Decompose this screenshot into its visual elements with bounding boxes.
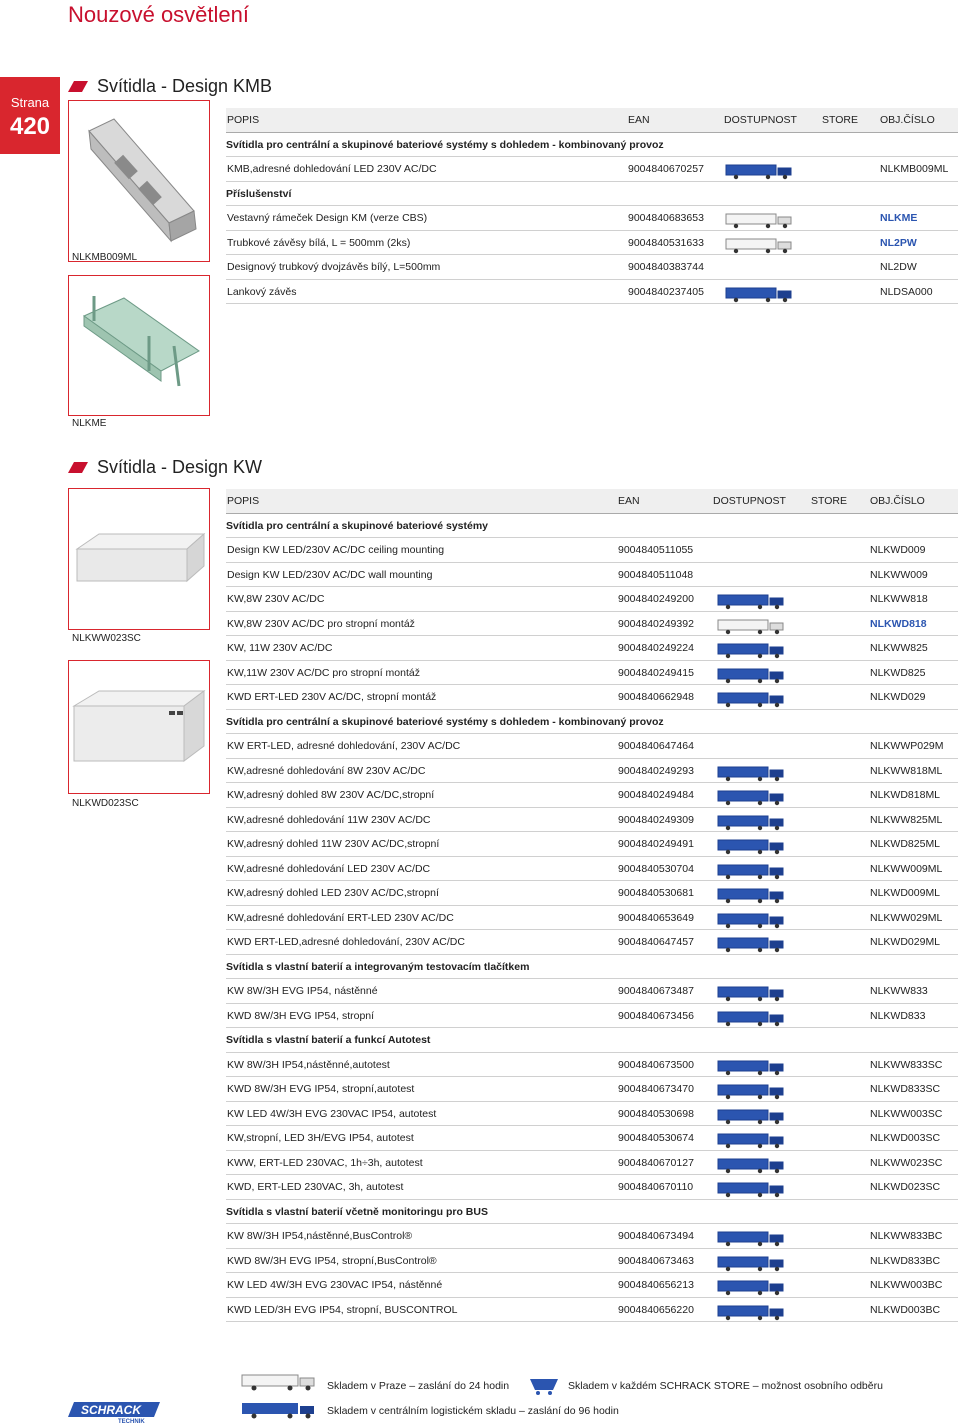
cell-order-number: NLKWWP029M [870,740,944,752]
cell-description: KWD ERT-LED 230V AC/DC, stropní montáž [227,691,437,703]
product-table-kw [226,489,958,1322]
cell-ean: 9004840673470 [618,1083,694,1095]
truck-icon [716,789,788,809]
table-row [226,979,958,1004]
group-header-row [226,710,958,735]
legend-96h: Skladem v centrálním logistickém skladu – zaslání do 96 hodin [327,1405,619,1417]
cell-description: KW,8W 230V AC/DC pro stropní montáž [227,617,415,630]
section-marker-icon [68,462,88,473]
cell-description: KW,adresné dohledování 8W 230V AC/DC [227,764,426,777]
cell-order-number: NLKWD833 [870,1009,926,1022]
truck-icon [716,1304,788,1324]
table-row [226,1077,958,1102]
header-obj-cislo: OBJ.ČÍSLO [880,114,935,126]
truck-white-icon [724,237,796,257]
section-heading-kw [68,457,262,478]
product-image-nlkwd023sc [68,660,210,794]
image-caption: NLKMB009ML [72,252,138,263]
group-title: Příslušenství [226,187,292,200]
cell-ean: 9004840249484 [618,789,694,801]
image-caption: NLKWD023SC [72,798,139,809]
cell-order-number: NLKWW029ML [870,911,943,924]
cell-description: KW LED 4W/3H EVG 230VAC IP54, nástěnné [227,1279,443,1291]
table-row [226,587,958,612]
cell-description: KW,adresný dohled 8W 230V AC/DC,stropní [227,789,435,801]
table-row [226,636,958,661]
table-row [226,808,958,833]
cell-ean: 9004840656220 [618,1303,694,1316]
schrack-logo [68,1400,160,1427]
cell-order-number: NLKWW003SC [870,1107,943,1120]
cell-order-number: NLDSA000 [880,285,933,298]
cell-description: Lankový závěs [227,285,297,298]
truck-icon [716,1181,788,1201]
cell-ean: 9004840530674 [618,1132,694,1144]
cell-ean: 9004840683653 [628,212,704,224]
truck-icon [716,814,788,834]
cell-order-number: NLKWD003SC [870,1132,941,1144]
truck-icon [716,593,788,613]
legend-truck-white-icon [236,1372,320,1395]
table-row [226,685,958,710]
truck-icon [716,691,788,711]
cell-order-number: NLKWW833SC [870,1058,943,1071]
cell-ean: 9004840662948 [618,691,694,703]
legend-store: Skladem v každém SCHRACK STORE – možnost osobního odběru [568,1380,883,1392]
table-row [226,1249,958,1274]
cell-ean: 9004840656213 [618,1279,694,1291]
truck-icon [716,1157,788,1177]
table-row [226,1224,958,1249]
cell-ean: 9004840673456 [618,1009,694,1022]
cell-ean: 9004840653649 [618,911,694,924]
truck-icon [716,1059,788,1079]
cell-description: KW,adresný dohled 11W 230V AC/DC,stropní [227,838,440,850]
cell-description: KW, 11W 230V AC/DC [227,642,333,654]
group-header-row [226,182,958,207]
cell-order-number: NLKWW818ML [870,764,943,777]
group-header-row [226,955,958,980]
cell-ean: 9004840249200 [618,593,694,605]
header-popis: POPIS [227,495,260,507]
logo-text: SCHRACK [81,1403,141,1417]
cell-order-number: NLKWD818 [870,617,927,630]
cell-ean: 9004840673487 [618,985,694,997]
truck-white-icon [724,212,796,232]
cell-ean: 9004840237405 [628,285,704,298]
cell-order-number: NLKWD833BC [870,1254,941,1267]
table-row [226,1126,958,1151]
cell-order-number: NLKWD833SC [870,1083,941,1095]
cell-description: Designový trubkový dvojzávěs bílý, L=500mm [227,261,441,273]
cell-ean: 9004840530704 [618,862,694,875]
page-number: 420 [9,113,51,140]
cell-order-number: NLKWW009ML [870,862,943,875]
cell-order-number: NL2PW [880,236,917,249]
logo-subtext: TECHNIK [118,1419,145,1424]
table-header [226,489,958,514]
section-title: Svítidla - Design KMB [97,76,273,96]
cell-description: KWD 8W/3H EVG IP54, stropní,autotest [227,1083,415,1095]
table-row [226,832,958,857]
truck-icon [716,1132,788,1152]
truck-icon [724,163,796,183]
cell-description: Vestavný rámeček Design KM (verze CBS) [227,212,428,224]
product-image-nlkme [68,275,210,416]
table-header [226,108,958,133]
cell-description: KW 8W/3H IP54,nástěnné,autotest [227,1058,390,1071]
cell-order-number: NLKWW833BC [870,1230,943,1242]
cell-order-number: NLKWW825 [870,642,928,654]
cell-order-number: NLKWD029 [870,691,926,703]
cell-order-number: NLKWD003BC [870,1303,941,1316]
cell-order-number: NLKWD818ML [870,789,941,801]
table-row [226,906,958,931]
table-row [226,1175,958,1200]
table-row [226,612,958,637]
cell-ean: 9004840249293 [618,764,694,777]
table-row [226,538,958,563]
table-row [226,857,958,882]
cell-description: KWD ERT-LED,adresné dohledování, 230V AC/DC [227,936,465,948]
group-header-row [226,1200,958,1225]
cell-ean: 9004840670110 [618,1181,694,1193]
cell-order-number: NLKWW825ML [870,813,943,826]
cell-ean: 9004840511055 [618,544,694,556]
table-row [226,1102,958,1127]
truck-icon [724,286,796,306]
table-row [226,563,958,588]
cell-order-number: NL2DW [880,261,917,273]
cell-order-number: NLKWD009 [870,544,926,556]
header-dostupnost: DOSTUPNOST [713,495,786,507]
truck-icon [716,936,788,956]
header-ean: EAN [628,114,650,126]
page-number-badge [0,77,60,154]
cell-ean: 9004840673500 [618,1058,694,1071]
header-store: STORE [822,114,858,126]
cell-order-number: NLKWD009ML [870,887,941,899]
cell-description: Design KW LED/230V AC/DC ceiling mounting [227,544,445,556]
cell-ean: 9004840530681 [618,887,694,899]
cell-order-number: NLKWD029ML [870,936,941,948]
group-title: Svítidla pro centrální a skupinové bateriové systémy s dohledem - kombinovaný provoz [226,138,664,151]
cell-description: KMB,adresné dohledování LED 230V AC/DC [227,163,437,175]
table-row [226,661,958,686]
footer [0,1370,960,1427]
truck-white-icon [716,618,788,638]
table-row [226,231,958,256]
truck-icon [716,1279,788,1299]
group-title: Svítidla s vlastní baterií včetně monitoringu pro BUS [226,1205,488,1218]
cell-order-number: NLKWD825 [870,666,926,679]
cell-order-number: NLKWW023SC [870,1156,943,1169]
cell-description: KW,8W 230V AC/DC [227,593,325,605]
cell-description: KW,stropní, LED 3H/EVG IP54, autotest [227,1132,414,1144]
cell-ean: 9004840383744 [628,261,704,273]
section-title: Svítidla - Design KW [97,457,263,477]
cell-description: KWW, ERT-LED 230VAC, 1h÷3h, autotest [227,1156,423,1169]
cell-description: Trubkové závěsy bílá, L = 500mm (2ks) [227,236,411,249]
table-row [226,1004,958,1029]
cell-description: KW,11W 230V AC/DC pro stropní montáž [227,666,420,679]
product-image-nlkww023sc [68,488,210,630]
table-row [226,1273,958,1298]
table-row [226,255,958,280]
cell-ean: 9004840647464 [618,740,694,752]
truck-icon [716,1230,788,1250]
table-row [226,881,958,906]
cell-description: KWD 8W/3H EVG IP54, stropní,BusControl® [227,1254,437,1267]
cell-ean: 9004840673463 [618,1254,694,1267]
cell-description: KW,adresné dohledování ERT-LED 230V AC/DC [227,911,454,924]
header-popis: POPIS [227,114,260,126]
cell-order-number: NLKMB009ML [880,163,949,175]
table-row [226,734,958,759]
group-header-row [226,1028,958,1053]
cell-ean: 9004840647457 [618,936,694,948]
cart-icon [528,1376,560,1399]
header-store: STORE [811,495,847,507]
legend-24h: Skladem v Praze – zaslání do 24 hodin [327,1380,510,1392]
table-row [226,1151,958,1176]
truck-icon [716,838,788,858]
image-caption: NLKME [72,418,107,429]
group-title: Svítidla pro centrální a skupinové bateriové systémy s dohledem - kombinovaný provoz [226,715,664,728]
cell-ean: 9004840530698 [618,1107,694,1120]
section-heading-kmb [68,76,272,97]
truck-icon [716,1010,788,1030]
cell-order-number: NLKWD825ML [870,838,941,850]
product-table-kmb [226,108,958,304]
cell-description: KW LED 4W/3H EVG 230VAC IP54, autotest [227,1107,437,1120]
cell-description: KW 8W/3H IP54,nástěnné,BusControl® [227,1230,413,1242]
cell-order-number: NLKWW009 [870,568,928,581]
truck-icon [716,985,788,1005]
cell-ean: 9004840511048 [618,568,694,581]
header-obj-cislo: OBJ.ČÍSLO [870,495,925,507]
table-row [226,1053,958,1078]
page-title: Nouzové osvětlení [68,2,249,27]
cell-order-number: NLKWW833 [870,985,928,997]
table-row [226,783,958,808]
group-title: Svítidla pro centrální a skupinové bateriové systémy [226,519,489,532]
table-row [226,1298,958,1323]
truck-icon [716,887,788,907]
cell-order-number: NLKWD023SC [870,1181,941,1193]
cell-order-number: NLKWW003BC [870,1279,943,1291]
cell-description: Design KW LED/230V AC/DC wall mounting [227,568,433,581]
group-title: Svítidla s vlastní baterií a integrovaným testovacím tlačítkem [226,960,530,973]
table-row [226,759,958,784]
table-row [226,157,958,182]
image-caption: NLKWW023SC [72,633,141,644]
cell-description: KW ERT-LED, adresné dohledování, 230V AC/DC [227,740,461,752]
cell-ean: 9004840670257 [628,163,704,175]
table-row [226,930,958,955]
cell-ean: 9004840531633 [628,236,704,249]
legend-truck-icon [236,1400,320,1423]
cell-description: KW,adresné dohledování LED 230V AC/DC [227,862,431,875]
cell-description: KW 8W/3H EVG IP54, nástěnné [227,985,378,997]
page-label: Strana [10,95,50,110]
table-row [226,206,958,231]
truck-icon [716,1108,788,1128]
cell-description: KWD 8W/3H EVG IP54, stropní [227,1009,375,1022]
truck-icon [716,642,788,662]
cell-ean: 9004840249309 [618,813,694,826]
cell-ean: 9004840249392 [618,617,694,630]
cell-ean: 9004840673494 [618,1230,694,1242]
truck-icon [716,1255,788,1275]
cell-order-number: NLKWW818 [870,593,928,605]
truck-icon [716,912,788,932]
group-header-row [226,133,958,158]
truck-icon [716,1083,788,1103]
truck-icon [716,667,788,687]
header-ean: EAN [618,495,640,507]
cell-description: KWD LED/3H EVG IP54, stropní, BUSCONTROL [227,1303,458,1316]
group-header-row [226,514,958,539]
table-row [226,280,958,305]
cell-description: KWD, ERT-LED 230VAC, 3h, autotest [227,1181,404,1193]
cell-ean: 9004840249224 [618,642,694,654]
cell-ean: 9004840249415 [618,666,694,679]
product-image-nlkmb009ml [68,100,210,262]
cell-ean: 9004840670127 [618,1156,694,1169]
group-title: Svítidla s vlastní baterií a funkcí Autotest [226,1034,431,1046]
header-dostupnost: DOSTUPNOST [724,114,797,126]
cell-description: KW,adresné dohledování 11W 230V AC/DC [227,813,431,826]
truck-icon [716,765,788,785]
truck-icon [716,863,788,883]
cell-description: KW,adresný dohled LED 230V AC/DC,stropní [227,887,439,899]
cell-order-number: NLKME [880,212,918,224]
cell-ean: 9004840249491 [618,838,694,850]
section-marker-icon [68,81,88,92]
